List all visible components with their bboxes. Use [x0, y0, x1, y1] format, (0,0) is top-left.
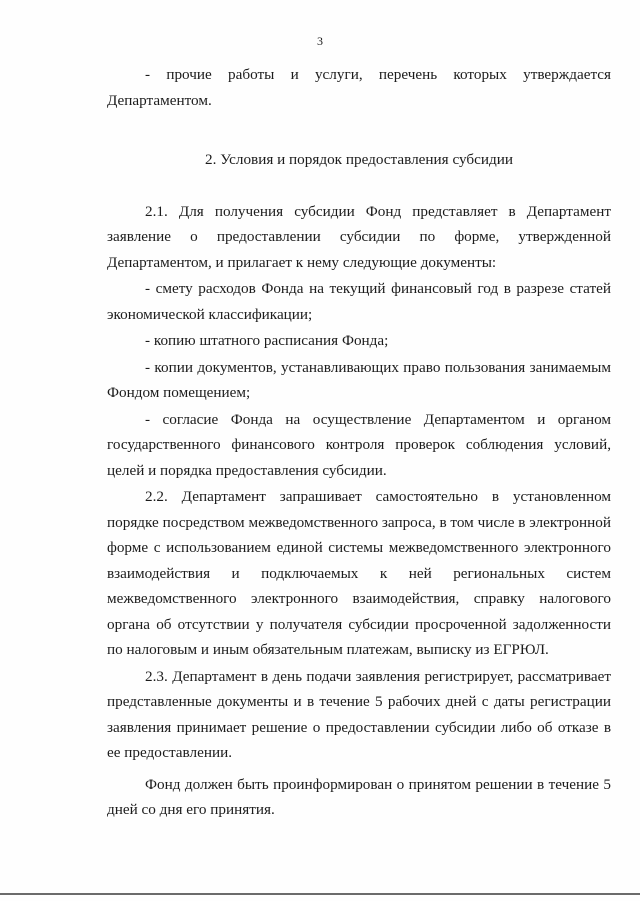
scan-edge-line [0, 893, 640, 895]
paragraph-2-3: 2.3. Департамент в день подачи заявления регистрирует, рассматривает представленные документы и в течение 5 рабочих дней с даты регистрации заявления принимает решение о предоставлении субсидии либо об отказе в ее предоставлении. [107, 667, 611, 761]
intro-list-item: - прочие работы и услуги, перечень которых утверждается Департаментом. [107, 66, 611, 109]
list-item-premises-documents: - копии документов, устанавливающих право пользования занимаемым Фондом помещением; [107, 358, 611, 401]
paragraph-2-2: 2.2. Департамент запрашивает самостоятельно в установленном порядке посредством межведомственного запроса, в том числе в электронной форме с использованием единой системы межведомственного электронного взаимодействия и подключаемых к ней региональных систем межведомственного электронного взаимодействия, справку налогового органа об отсутствии у получателя субсидии просроченной задолженности по налоговым и иным обязательным платежам, выписку из ЕГРЮЛ. [107, 488, 611, 658]
section-heading: 2. Условия и порядок предоставления субсидии [205, 151, 513, 168]
list-item-budget-estimate: - смету расходов Фонда на текущий финансовый год в разрезе статей экономической классификации; [107, 280, 611, 323]
paragraph-notification: Фонд должен быть проинформирован о принятом решении в течение 5 дней со дня его принятия. [107, 775, 611, 818]
document-body [107, 62, 611, 823]
page-number: 3 [317, 34, 323, 48]
paragraph-2-1: 2.1. Для получения субсидии Фонд представляет в Департамент заявление о предоставлении субсидии по форме, утвержденной Департаментом, и прилагает к нему следующие документы: [107, 202, 611, 271]
list-item-consent: - согласие Фонда на осуществление Департаментом и органом государственного финансового контроля проверок соблюдения условий, целей и порядка предоставления субсидии. [107, 410, 611, 479]
list-item-staff-schedule: - копию штатного расписания Фонда; [145, 332, 389, 349]
